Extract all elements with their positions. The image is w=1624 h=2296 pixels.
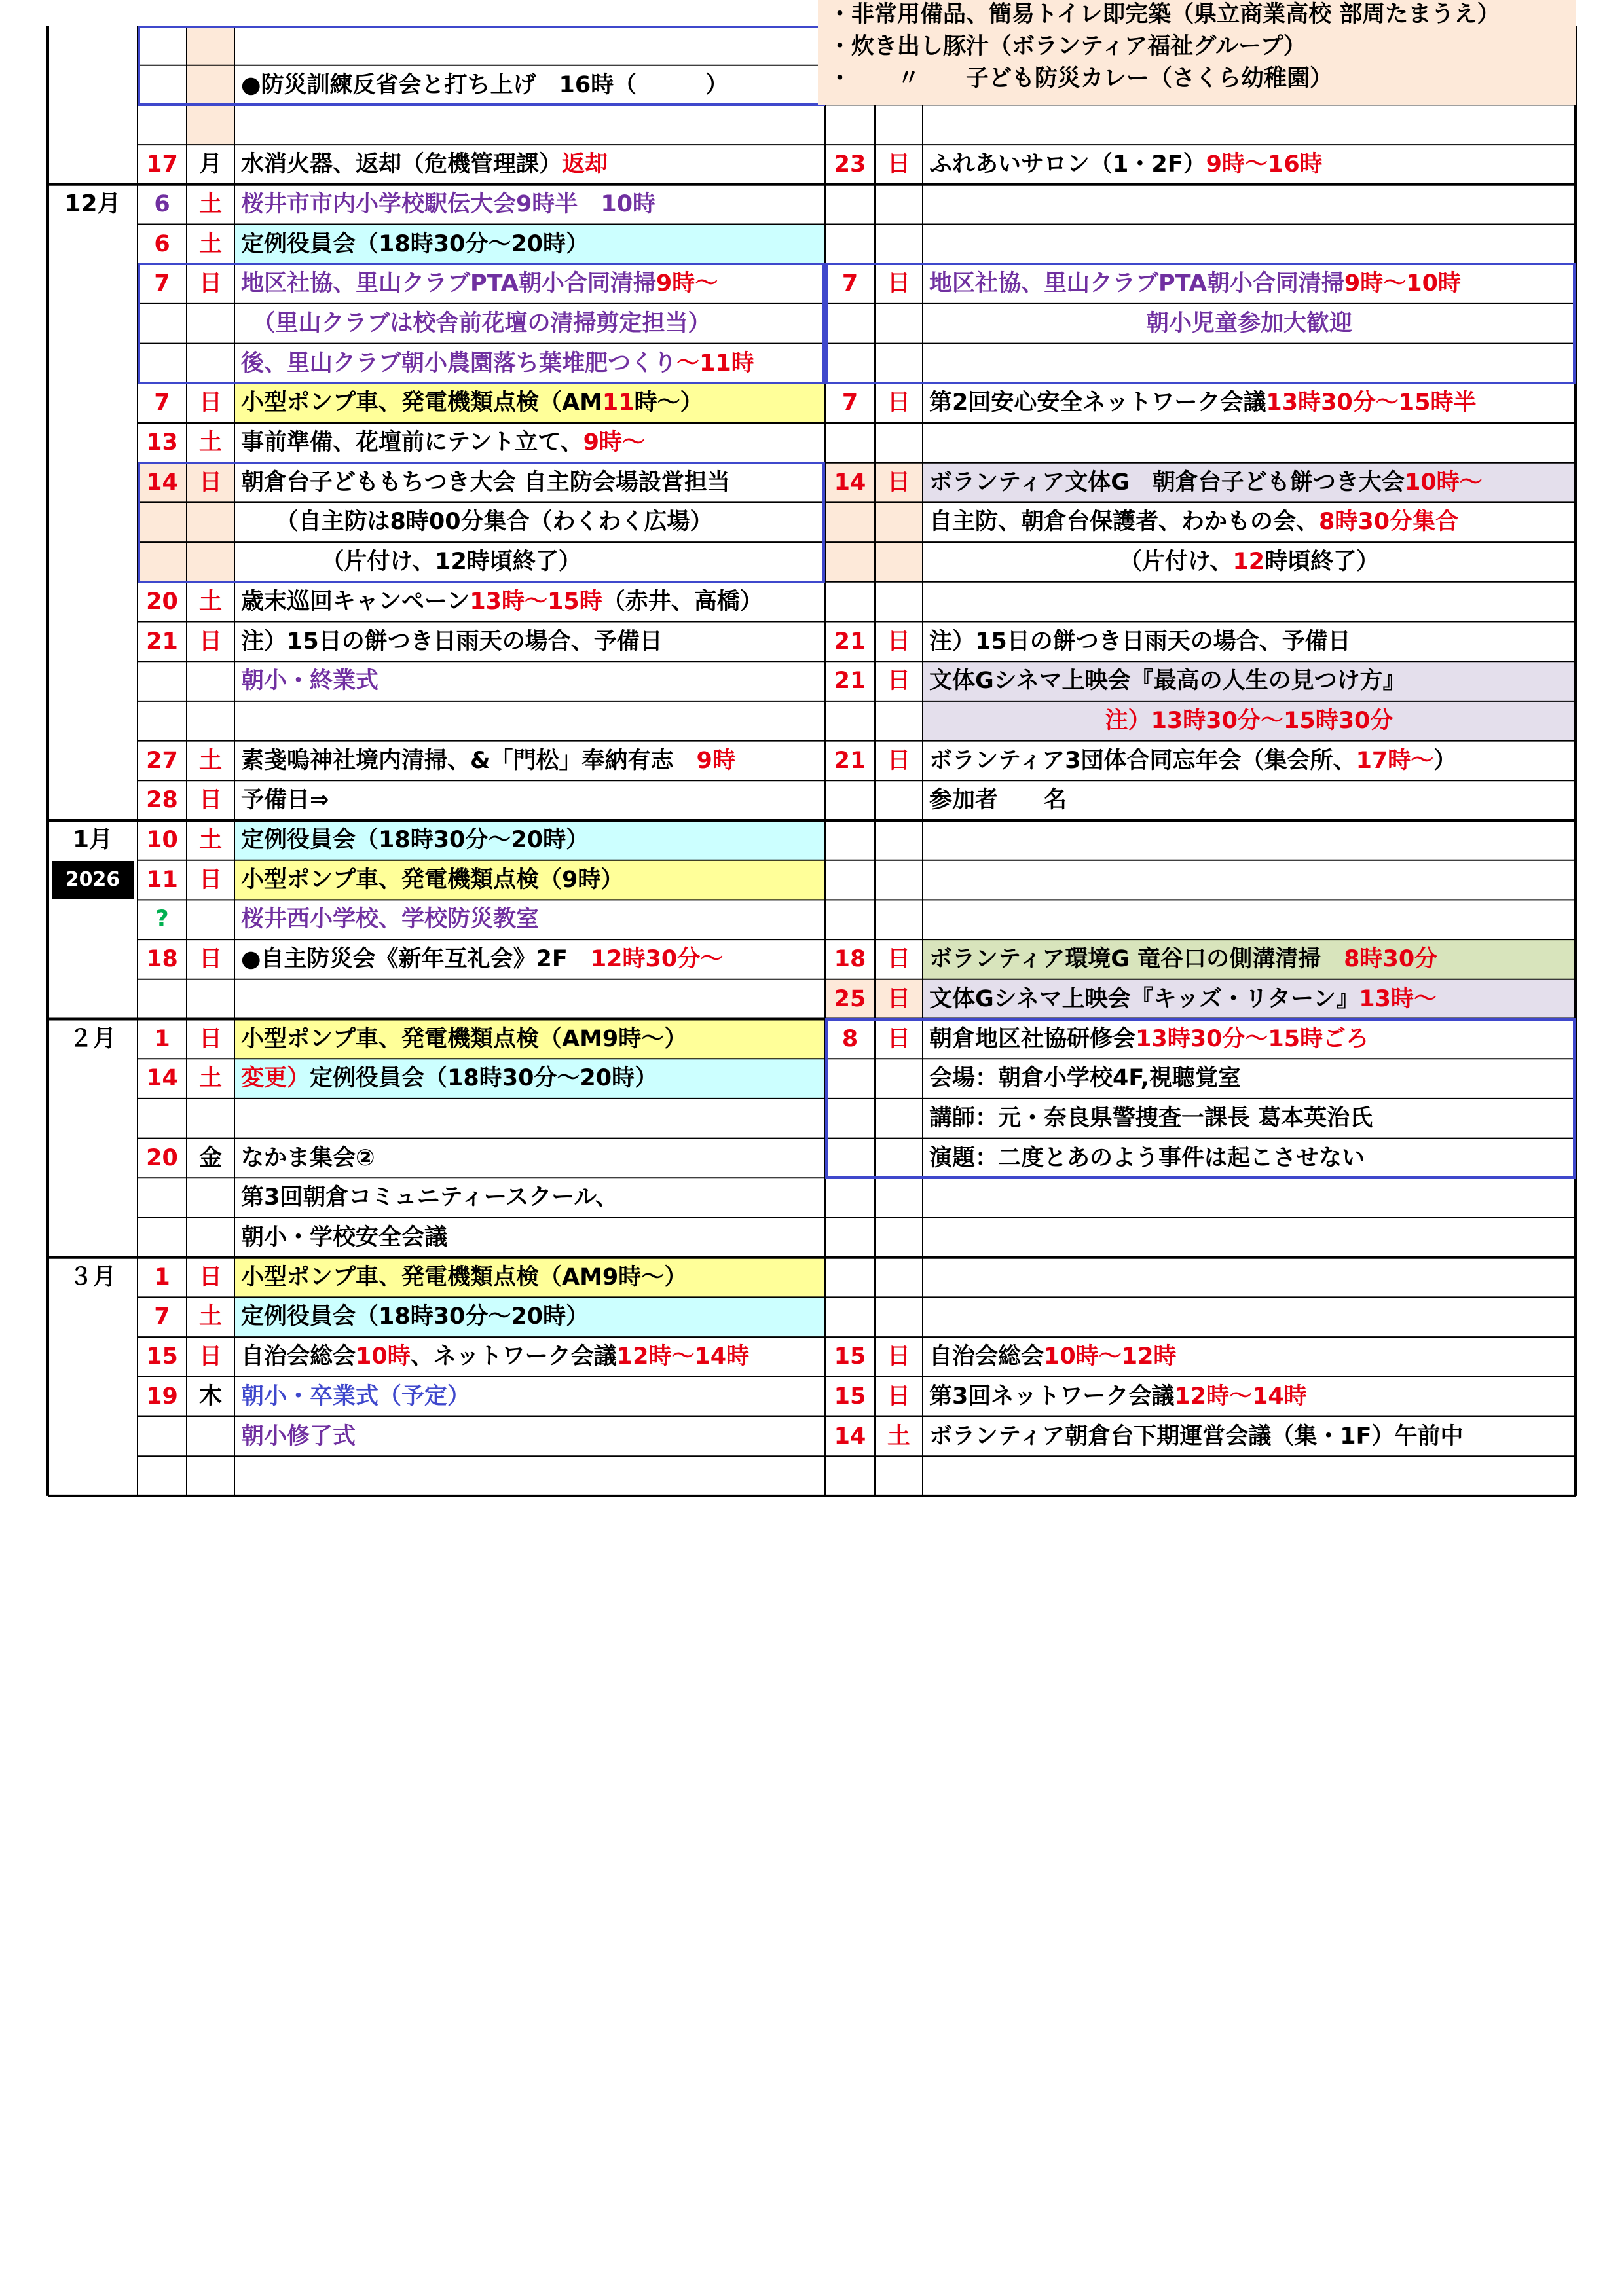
left-event [234,1456,825,1496]
event-text: 13時30分～15時ごろ [1135,1025,1369,1052]
left-day-number: 18 [146,946,178,973]
event-text: 小型ポンプ車、発電機類点検（AM [241,390,602,416]
event-text: 12時～14時 [1174,1383,1307,1410]
month-label: 12月 [64,190,121,217]
event-text: 朝小・卒業式（予定） [241,1383,471,1410]
event-text: 朝倉地区社協研修会 [929,1025,1136,1052]
right-day-number: 15 [834,1383,866,1410]
right-weekday: 日 [887,946,910,973]
left-weekday: 月 [198,151,222,178]
event-text: 12 [1232,549,1265,575]
event-text: 文体Gシネマ上映会『キッズ・リターン』 [929,985,1359,1012]
right-weekday: 日 [887,747,910,774]
left-day-number: 1 [154,1025,170,1052]
left-event [234,502,825,542]
right-day-number: 21 [834,628,866,655]
note-line: ・ 〃 子ども防災カレー（さくら幼稚園） [828,65,1333,92]
event-text: 定例役員会（18時30分～20時） [241,230,589,257]
left-day-number: 11 [146,866,178,893]
left-weekday: 日 [198,787,222,814]
left-weekday: 日 [198,866,222,893]
event-text: 朝小修了式 [241,1423,356,1449]
left-event [234,939,825,979]
event-text: 定例役員会（18時30分～20時） [241,827,589,853]
event-text: （里山クラブは校舎前花壇の清掃剪定担当） [241,310,711,337]
right-event [923,1059,1576,1099]
right-day-number: 18 [834,946,866,973]
left-event [234,1377,825,1417]
event-text: ボランティア3団体合同忘年会（集会所、 [929,747,1356,774]
event-text: 11 [602,390,635,416]
left-event [234,1337,825,1377]
left-event [234,582,825,622]
event-text: 9時 [696,747,735,774]
left-weekday: 日 [198,1025,222,1052]
event-text: 後、里山クラブ朝小農園落ち葉堆肥つくり [241,350,677,376]
event-text: ） [1433,747,1457,774]
left-day-number: 20 [146,588,178,615]
right-event [923,979,1576,1019]
right-event [923,741,1576,781]
month-label: ３月 [69,1263,117,1290]
event-text: 第3回朝倉コミュニティースクール、 [241,1184,618,1211]
left-weekday: 日 [198,1343,222,1370]
right-event [923,463,1576,503]
left-day-number: 7 [154,1303,170,1330]
left-day-number: 13 [146,429,178,456]
event-text: 参加者 名 [929,787,1067,814]
event-text: 定例役員会（18時30分～20時） [310,1065,658,1092]
left-day-number: 14 [146,1065,178,1092]
left-weekday: 木 [198,1383,222,1410]
event-text: 13時～15時 [470,588,602,615]
left-event [234,701,825,741]
event-text: 時～） [634,390,703,416]
left-weekday: 土 [198,1303,222,1330]
left-day-number: 1 [154,1264,170,1290]
right-event [923,145,1576,185]
left-weekday: 土 [198,747,222,774]
schedule-sheet [48,1,1576,1488]
left-day-number: 15 [146,1343,178,1370]
right-day-number: 23 [834,151,866,178]
left-weekday: 土 [198,191,222,217]
left-event [234,1258,825,1298]
event-text: （片付け、 [1118,549,1233,575]
left-event [234,622,825,662]
event-text: 事前準備、花壇前にテント立て、 [241,429,583,456]
event-text: なかま集会② [241,1144,375,1171]
right-weekday: 土 [887,1423,910,1449]
right-event [923,1099,1576,1139]
left-day-number: 20 [146,1144,178,1171]
left-weekday: 土 [198,588,222,615]
left-event [234,423,825,463]
event-text: 9時～ [583,429,645,456]
event-text: 9時～16時 [1206,151,1323,178]
event-text: 朝小・終業式 [241,668,379,695]
left-event [234,780,825,820]
event-text: 、ネットワーク会議 [410,1343,617,1370]
event-text: 小型ポンプ車、発電機類点検（9時） [241,866,624,893]
left-day-number: 6 [154,191,170,217]
left-event [234,1178,825,1218]
event-text: （片付け、12時頃終了） [241,549,581,575]
left-event [234,979,825,1019]
left-event [234,741,825,781]
event-text: 9時～ [655,270,718,297]
event-text: 10時～12時 [1044,1343,1177,1370]
left-event [234,383,825,423]
event-text: ボランティア朝倉台下期運営会議（集・1F）午前中 [929,1423,1464,1449]
left-day-number: 10 [146,827,178,853]
event-text: 第2回安心安全ネットワーク会議 [929,390,1266,416]
left-event [234,1297,825,1337]
event-text: 自治会総会 [929,1343,1044,1370]
event-text: （自主防は8時00分集合（わくわく広場） [241,509,713,536]
left-day-number: 28 [146,787,178,814]
event-text: 自主防、朝倉台保護者、わかもの会、 [929,509,1320,536]
event-text: 8時30分集合 [1319,509,1459,536]
left-event [234,145,825,185]
right-event [923,1377,1576,1417]
left-event [234,1019,825,1059]
event-text: 第3回ネットワーク会議 [929,1383,1175,1410]
right-weekday: 日 [887,1025,910,1052]
right-day-number: 8 [841,1025,858,1052]
event-text: ●自主防災会《新年互礼会》2F [241,946,591,973]
note-line: ・炊き出し豚汁（ボランティア福祉グループ） [828,33,1306,60]
left-weekday: 日 [198,628,222,655]
left-day-number: 7 [154,270,170,297]
event-text: ボランティア環境G 竜谷口の側溝清掃 [929,946,1344,973]
event-text: （赤井、高橋） [602,588,763,615]
top-note-box [818,0,1576,105]
left-event [234,304,825,344]
event-text: 講師：元・奈良県警捜査一課長 葛本英治氏 [929,1104,1373,1131]
right-day-number: 25 [834,985,866,1012]
right-weekday: 日 [887,628,910,655]
event-text: ～11時 [676,350,754,376]
event-text: 朝小児童参加大歓迎 [1145,310,1352,337]
event-text: 文体Gシネマ上映会『最高の人生の見つけ方』 [929,668,1406,695]
event-text: 注）15日の餅つき日雨天の場合、予備日 [241,628,663,655]
right-day-number: 14 [834,469,866,496]
left-event [234,185,825,225]
left-day-number: 14 [146,469,178,496]
left-weekday: 土 [198,1065,222,1092]
left-day-number: 6 [154,230,170,257]
event-text: 定例役員会（18時30分～20時） [241,1303,589,1330]
right-event [923,502,1576,542]
right-event [923,1019,1576,1059]
left-event [234,860,825,900]
right-event [923,1417,1576,1457]
left-event [234,1059,825,1099]
left-weekday: 日 [198,469,222,496]
right-event [923,1139,1576,1178]
event-text: 水消火器、返却（危機管理課） [241,151,563,178]
left-weekday: 日 [198,270,222,297]
event-text: 返却 [562,151,608,178]
left-event [234,65,825,105]
left-day-number: 21 [146,628,178,655]
event-text: 12時30分～ [590,946,724,973]
right-event [923,264,1576,304]
right-event [923,780,1576,820]
event-text: ふれあいサロン（1・2F） [929,151,1206,178]
event-text: 自治会総会 [241,1343,356,1370]
left-event [234,225,825,264]
left-event [234,1099,825,1139]
right-event [923,622,1576,662]
left-event [234,661,825,701]
right-weekday: 日 [887,390,910,416]
left-event [234,820,825,860]
left-weekday: 土 [198,827,222,853]
right-weekday: 日 [887,270,910,297]
right-day-number: 7 [841,270,858,297]
event-text: 桜井市市内小学校駅伝大会9時半 10時 [241,191,656,217]
left-weekday: 金 [198,1144,222,1171]
left-event [234,1218,825,1258]
right-weekday: 日 [887,668,910,695]
right-weekday: 日 [887,1383,910,1410]
event-text: 小型ポンプ車、発電機類点検（AM9時～） [241,1264,688,1290]
right-day-number: 21 [834,668,866,695]
left-event [234,264,825,304]
event-text: 小型ポンプ車、発電機類点検（AM9時～） [241,1025,688,1052]
event-text: 8時30分 [1344,946,1438,973]
month-label: 1月 [72,826,113,853]
event-text: 地区社協、里山クラブPTA朝小合同清掃 [241,270,656,297]
left-day-number: 17 [146,151,178,178]
event-text: ●防災訓練反省会と打ち上げ 16時（ ） [241,71,729,98]
event-text: 注）15日の餅つき日雨天の場合、予備日 [929,628,1351,655]
event-text: 時頃終了） [1264,549,1380,575]
event-text: ボランティア文体G 朝倉台子ども餅つき大会 [929,469,1405,496]
event-text: 12時～14時 [616,1343,750,1370]
event-text: 桜井西小学校、学校防災教室 [241,906,540,933]
event-text: 注）13時30分～15時30分 [1105,707,1393,734]
left-event [234,900,825,939]
event-text: 10時～ [1404,469,1483,496]
year-badge: 2026 [52,861,134,900]
right-event [923,939,1576,979]
note-line: ・非常用備品、簡易トイレ即完築（県立商業高校 部周たまうえ） [828,1,1500,27]
event-text: 朝倉台子どももちつき大会 自主防会場設営担当 [241,469,730,496]
event-text: 朝小・学校安全会議 [241,1224,448,1250]
event-text: 素戔嗚神社境内清掃、&「門松」奉納有志 [241,747,697,774]
left-event [234,1139,825,1178]
right-weekday: 日 [887,1343,910,1370]
right-day-number: 21 [834,747,866,774]
event-text: 地区社協、里山クラブPTA朝小合同清掃 [929,270,1344,297]
left-event [234,26,825,65]
event-text: 13時～ [1359,985,1437,1012]
event-text: 会場：朝倉小学校4F,視聴覚室 [929,1065,1241,1092]
left-event [234,1417,825,1457]
event-text: 17時～ [1356,747,1434,774]
right-day-number: 15 [834,1343,866,1370]
left-weekday: 日 [198,390,222,416]
right-day-number: 14 [834,1423,866,1449]
right-event [923,1337,1576,1377]
left-day-number: ? [155,906,169,933]
left-event [234,344,825,384]
event-text: 演題：二度とあのよう事件は起こさせない [929,1144,1365,1171]
left-event [234,463,825,503]
right-event [923,661,1576,701]
right-weekday: 日 [887,151,910,178]
left-event [234,105,825,145]
right-weekday: 日 [887,469,910,496]
event-text: 予備日⇒ [241,787,329,814]
left-day-number: 27 [146,747,178,774]
right-event [923,701,1576,741]
left-day-number: 7 [154,390,170,416]
right-weekday: 日 [887,985,910,1012]
event-text: 歳末巡回キャンペーン [241,588,470,615]
left-weekday: 日 [198,1264,222,1290]
left-weekday: 土 [198,230,222,257]
event-text: 変更） [241,1065,310,1092]
event-text: 9時～10時 [1344,270,1461,297]
event-text: 10時 [356,1343,411,1370]
left-event [234,542,825,582]
left-weekday: 日 [198,946,222,973]
right-event [923,542,1576,582]
right-day-number: 7 [841,390,858,416]
month-label: ２月 [69,1025,117,1052]
right-event [923,383,1576,423]
left-day-number: 19 [146,1383,178,1410]
right-event [923,304,1576,344]
event-text: 13時30分～15時半 [1266,390,1477,416]
left-weekday: 土 [198,429,222,456]
